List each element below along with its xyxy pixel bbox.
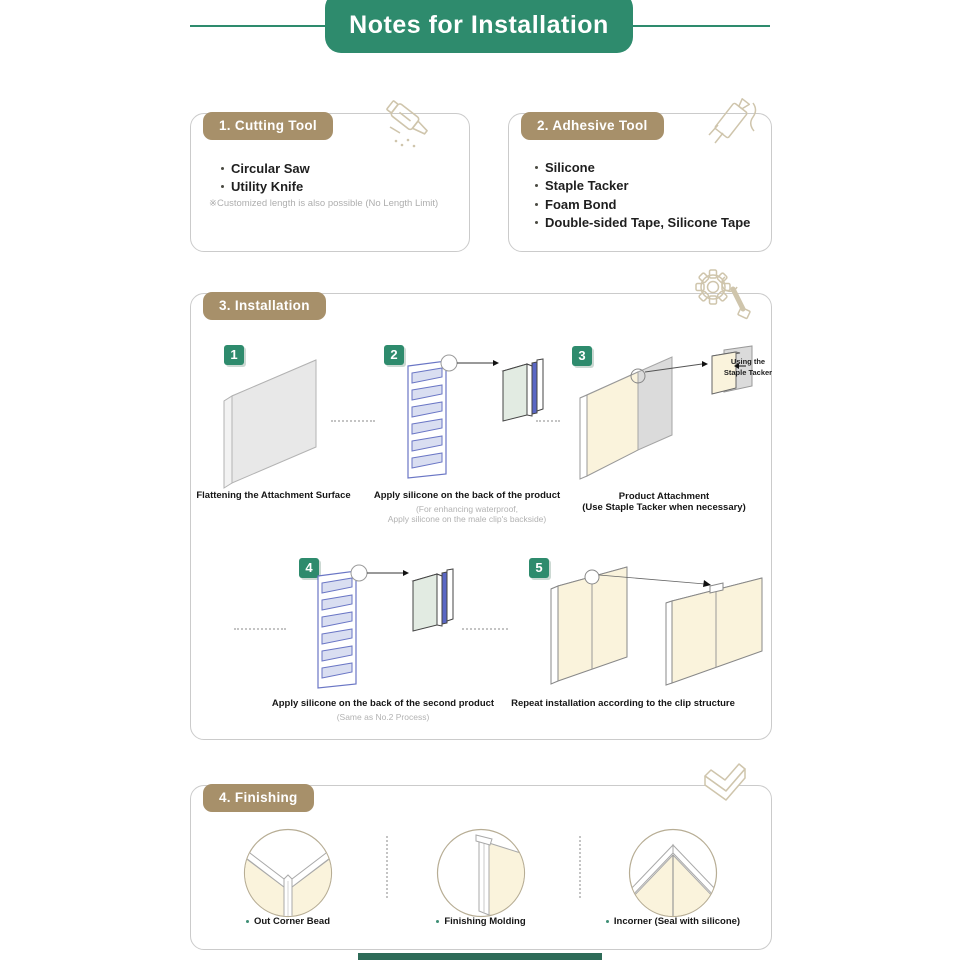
step3-annotation-line2: Staple Tacker — [723, 368, 773, 377]
step3-annotation — [723, 356, 773, 378]
step-badge-3: 3 — [572, 346, 592, 366]
step4-caption: Apply silicone on the back of the second product — [271, 698, 495, 709]
bullet-dot — [535, 221, 538, 224]
bullet-dot — [221, 185, 224, 188]
step4-silicone-illustration — [291, 563, 466, 698]
footer-bar — [358, 953, 602, 960]
page-title: Notes for Installation — [349, 11, 609, 39]
finishing-caption — [391, 916, 571, 927]
adhesive-tool-item — [535, 158, 750, 177]
cutting-tool-item — [221, 178, 310, 197]
adhesive-tool-item — [535, 214, 750, 233]
bullet-dot — [436, 920, 439, 923]
adhesive-tool-item-label: Staple Tacker — [545, 178, 629, 194]
section-adhesive-tool — [508, 113, 772, 252]
finishing-caption — [583, 916, 763, 927]
step3-caption: Product Attachment — [618, 491, 710, 502]
cutting-tool-note: ※Customized length is also possible (No Length Limit) — [209, 198, 439, 209]
step4-subcaption: (Same as No.2 Process) — [336, 712, 430, 722]
gear-wrench-icon — [689, 263, 755, 329]
dotted-connector — [234, 628, 286, 630]
finishing-molding-illustration — [435, 827, 527, 919]
section-cutting-tool — [190, 113, 470, 252]
finishing-caption-label: Finishing Molding — [444, 916, 526, 927]
adhesive-tool-item-label: Foam Bond — [545, 196, 617, 212]
finishing-caption — [198, 916, 378, 927]
corner-bead-icon — [699, 758, 755, 818]
cutting-tool-item-label: Utility Knife — [231, 179, 304, 195]
section-label-cutting-tool: 1. Cutting Tool — [203, 112, 333, 140]
step2-subcaption-1: (For enhancing waterproof, — [415, 504, 519, 514]
step2-caption: Apply silicone on the back of the product — [373, 490, 561, 501]
bullet-dot — [535, 203, 538, 206]
incorner-illustration — [627, 827, 719, 919]
section-label-finishing: 4. Finishing — [203, 784, 314, 812]
section-finishing — [190, 785, 772, 950]
step-badge-2: 2 — [384, 345, 404, 365]
step2-subcaption-2: Apply silicone on the male clip's backside) — [387, 514, 547, 524]
dotted-separator — [579, 836, 581, 898]
step5-repeat-illustration — [541, 559, 776, 699]
bullet-dot — [535, 184, 538, 187]
adhesive-tool-item — [535, 177, 750, 196]
step3-caption-2: (Use Staple Tacker when necessary) — [582, 502, 746, 513]
step2-silicone-illustration — [381, 353, 556, 488]
bullet-dot — [606, 920, 609, 923]
adhesive-tool-list — [535, 158, 750, 232]
finishing-caption-label: Incorner (Seal with silicone) — [613, 916, 741, 927]
cutting-tool-item — [221, 159, 310, 178]
step-badge-4: 4 — [299, 558, 319, 578]
adhesive-tool-item — [535, 195, 750, 214]
cutting-tool-list — [221, 159, 310, 196]
dotted-connector — [462, 628, 508, 630]
bullet-dot — [246, 920, 249, 923]
step1-caption: Flattening the Attachment Surface — [196, 490, 351, 501]
step3-annotation-line1: Using the — [730, 357, 766, 366]
step-badge-1: 1 — [224, 345, 244, 365]
bullet-dot — [221, 167, 224, 170]
dotted-separator — [386, 836, 388, 898]
page-title-badge — [325, 0, 633, 53]
dotted-connector — [536, 420, 560, 422]
section-label-adhesive-tool: 2. Adhesive Tool — [521, 112, 664, 140]
utility-knife-icon — [384, 93, 438, 151]
cutting-tool-item-label: Circular Saw — [231, 160, 310, 176]
adhesive-tool-item-label: Silicone — [545, 159, 595, 175]
section-label-installation: 3. Installation — [203, 292, 326, 320]
section-installation — [190, 293, 772, 740]
finishing-caption-label: Out Corner Bead — [253, 916, 330, 927]
dotted-connector — [331, 420, 375, 422]
bullet-dot — [535, 166, 538, 169]
silicone-gun-icon — [701, 89, 763, 151]
adhesive-tool-item-label: Double-sided Tape, Silicone Tape — [545, 215, 751, 231]
out-corner-bead-illustration — [242, 827, 334, 919]
step5-caption: Repeat installation according to the clip structure — [511, 698, 735, 709]
step1-panel-illustration — [206, 351, 346, 491]
step-badge-5: 5 — [529, 558, 549, 578]
